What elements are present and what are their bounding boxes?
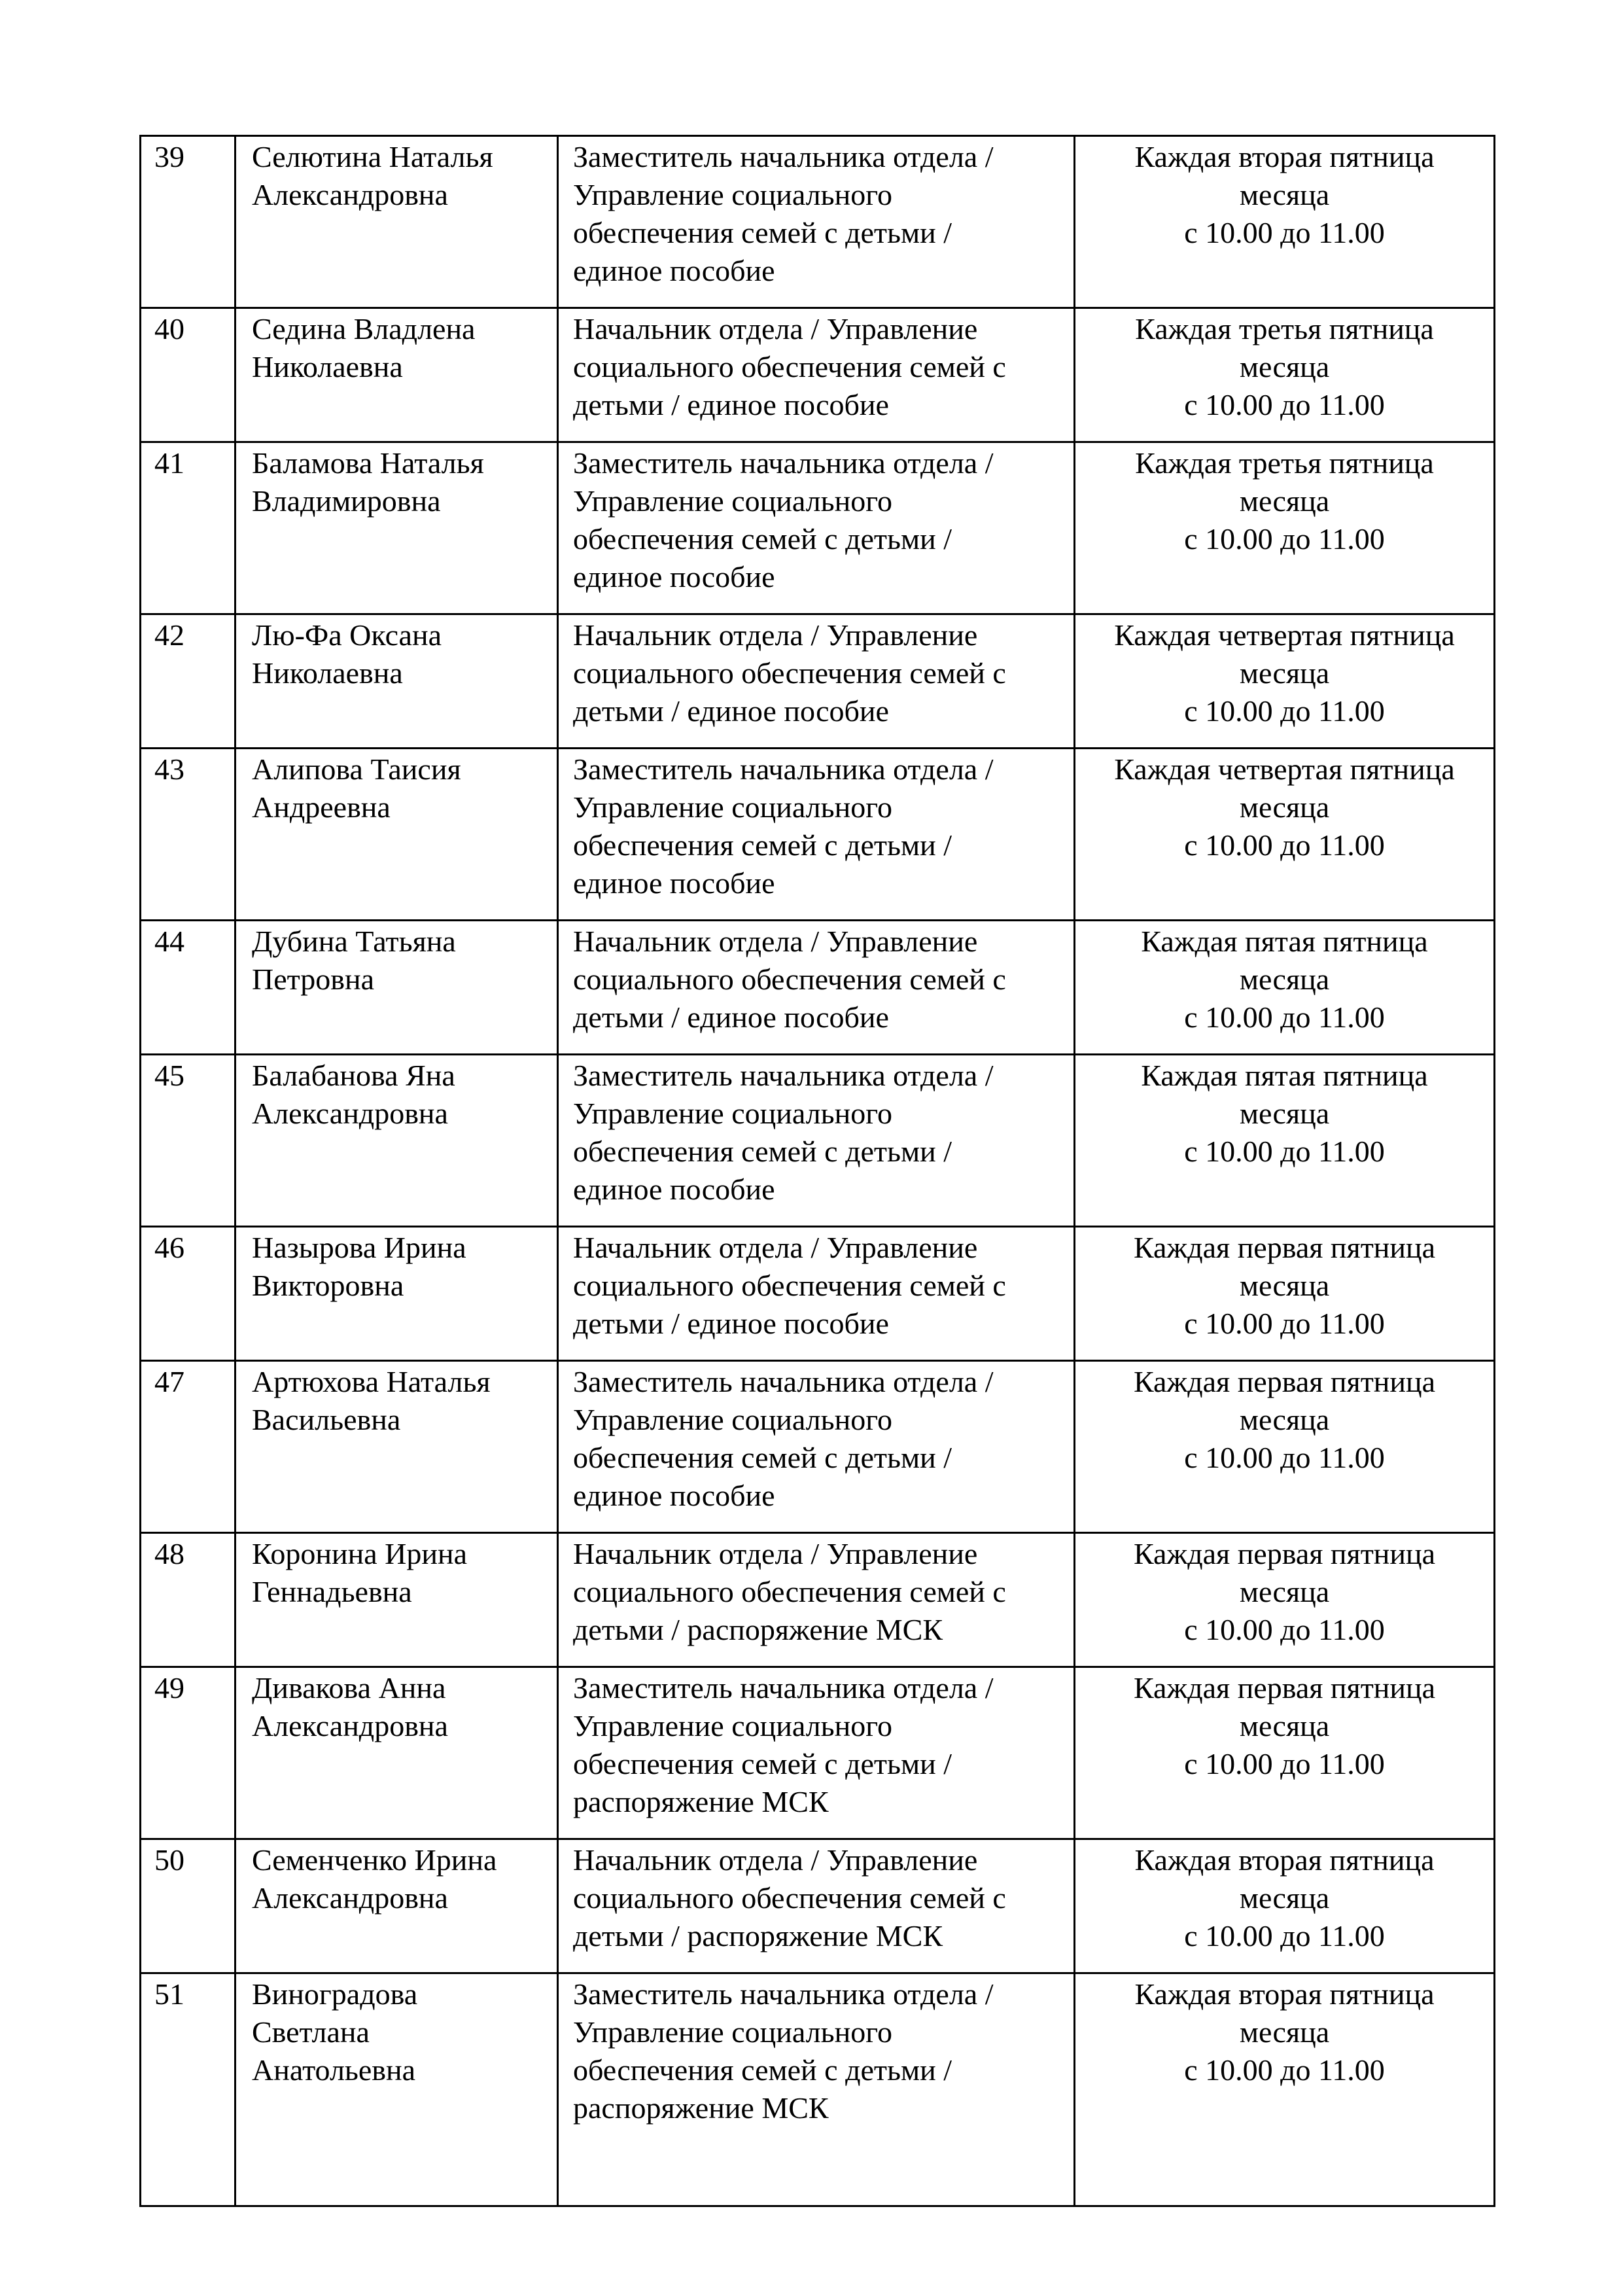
full-name-line: Геннадьевна (252, 1575, 412, 1608)
position-line: Заместитель начальника отдела / (573, 140, 994, 173)
schedule-cell (1075, 1227, 1495, 1361)
full-name-cell (236, 1227, 558, 1361)
position-line: единое пособие (573, 1173, 775, 1206)
row-number: 47 (154, 1365, 184, 1398)
schedule-cell (1075, 1973, 1495, 2206)
full-name-line: Алипова Таисия (252, 752, 461, 786)
schedule-cell (1075, 136, 1495, 308)
table-row (141, 749, 1495, 921)
full-name-line: Баламова Наталья (252, 446, 484, 480)
schedule-line: с 10.00 до 11.00 (1184, 216, 1385, 249)
full-name (236, 1534, 557, 1611)
position-text (559, 749, 1073, 902)
schedule-line: Каждая вторая пятница (1134, 1843, 1435, 1877)
schedule-line: Каждая четвертая пятница (1114, 618, 1455, 652)
full-name-line: Николаевна (252, 656, 403, 690)
position-line: обеспечения семей с детьми / (573, 1747, 952, 1780)
full-name-line: Дубина Татьяна (252, 925, 456, 958)
full-name-line: Седина Владлена (252, 312, 476, 345)
full-name-line: Андреевна (252, 790, 391, 824)
position-line: Управление социального (573, 790, 892, 824)
position-text (559, 443, 1073, 596)
full-name-line: Александровна (252, 1881, 448, 1915)
position-cell (558, 1839, 1075, 1973)
row-number-cell (141, 1227, 236, 1361)
schedule-line: с 10.00 до 11.00 (1184, 1441, 1385, 1474)
position-line: Начальник отдела / Управление (573, 618, 978, 652)
table-row (141, 308, 1495, 442)
row-number-cell (141, 1973, 236, 2206)
position-line: Управление социального (573, 178, 892, 211)
schedule-line: месяца (1239, 484, 1330, 518)
position-text (559, 1534, 1073, 1649)
position-text (559, 1055, 1073, 1209)
full-name-line: Александровна (252, 1709, 448, 1742)
schedule-text (1075, 309, 1493, 424)
table-row (141, 1839, 1495, 1973)
position-cell (558, 921, 1075, 1055)
full-name-cell (236, 1361, 558, 1533)
position-text (559, 1227, 1073, 1343)
schedule-line: с 10.00 до 11.00 (1184, 694, 1385, 728)
schedule-line: месяца (1239, 790, 1330, 824)
position-line: обеспечения семей с детьми / (573, 216, 952, 249)
schedule-text (1075, 749, 1493, 864)
schedule-line: с 10.00 до 11.00 (1184, 1307, 1385, 1340)
row-number: 45 (154, 1059, 184, 1092)
schedule-line: Каждая первая пятница (1133, 1365, 1436, 1398)
schedule-text (1075, 1974, 1493, 2089)
row-number-cell (141, 1839, 236, 1973)
row-number: 49 (154, 1671, 184, 1704)
schedule-line: Каждая третья пятница (1135, 446, 1434, 480)
position-text (559, 1974, 1073, 2127)
schedule-line: Каждая пятая пятница (1141, 925, 1428, 958)
full-name-line: Викторовна (252, 1269, 404, 1302)
schedule-line: месяца (1239, 2015, 1330, 2049)
row-number-cell (141, 749, 236, 921)
schedule-cell (1075, 749, 1495, 921)
full-name-line: Петровна (252, 963, 375, 996)
row-number: 41 (154, 446, 184, 480)
position-line: Заместитель начальника отдела / (573, 1671, 994, 1704)
position-text (559, 1668, 1073, 1821)
schedule-line: Каждая пятая пятница (1141, 1059, 1428, 1092)
row-number: 46 (154, 1231, 184, 1264)
schedule-text (1075, 1534, 1493, 1649)
schedule-text (1075, 1668, 1493, 1783)
position-cell (558, 1533, 1075, 1667)
full-name (236, 443, 557, 520)
position-text (559, 1840, 1073, 1955)
schedule-cell (1075, 614, 1495, 749)
position-line: обеспечения семей с детьми / (573, 828, 952, 862)
schedule-cell (1075, 1667, 1495, 1839)
full-name-cell (236, 1667, 558, 1839)
position-text (559, 309, 1073, 424)
position-text (559, 921, 1073, 1036)
schedule-line: Каждая первая пятница (1133, 1537, 1436, 1570)
full-name-cell (236, 921, 558, 1055)
full-name (236, 1668, 557, 1745)
full-name-cell (236, 614, 558, 749)
row-number: 43 (154, 752, 184, 786)
schedule-text (1075, 1055, 1493, 1171)
position-cell (558, 749, 1075, 921)
schedule-line: с 10.00 до 11.00 (1184, 1135, 1385, 1168)
schedule-cell (1075, 1361, 1495, 1533)
schedule-cell (1075, 1055, 1495, 1227)
position-line: единое пособие (573, 1479, 775, 1512)
row-number-cell (141, 442, 236, 614)
table-row (141, 1055, 1495, 1227)
schedule-line: Каждая вторая пятница (1134, 1977, 1435, 2011)
position-line: Управление социального (573, 1709, 892, 1742)
full-name (236, 1840, 557, 1917)
full-name (236, 1362, 557, 1439)
full-name-line: Васильевна (252, 1403, 401, 1436)
full-name-cell (236, 1055, 558, 1227)
row-number: 39 (154, 140, 184, 173)
position-line: обеспечения семей с детьми / (573, 2053, 952, 2087)
table-row (141, 1667, 1495, 1839)
position-cell (558, 136, 1075, 308)
table-row (141, 614, 1495, 749)
schedule-line: с 10.00 до 11.00 (1184, 1613, 1385, 1646)
schedule-line: месяца (1239, 350, 1330, 383)
full-name-line: Анатольевна (252, 2053, 416, 2087)
schedule-line: месяца (1239, 963, 1330, 996)
position-line: Заместитель начальника отдела / (573, 752, 994, 786)
full-name-cell (236, 1973, 558, 2206)
position-line: социального обеспечения семей с (573, 656, 1006, 690)
row-number-cell (141, 921, 236, 1055)
position-text (559, 615, 1073, 730)
schedule-line: с 10.00 до 11.00 (1184, 522, 1385, 556)
schedule-line: с 10.00 до 11.00 (1184, 828, 1385, 862)
full-name-cell (236, 136, 558, 308)
schedule-text (1075, 443, 1493, 558)
full-name-line: Светлана (252, 2015, 370, 2049)
schedule-line: месяца (1239, 1881, 1330, 1915)
full-name-line: Селютина Наталья (252, 140, 493, 173)
reception-schedule-table (139, 135, 1495, 2207)
position-line: детьми / единое пособие (573, 388, 889, 421)
table-row (141, 1973, 1495, 2206)
position-line: Управление социального (573, 1403, 892, 1436)
schedule-cell (1075, 1839, 1495, 1973)
position-line: Начальник отдела / Управление (573, 1231, 978, 1264)
position-line: социального обеспечения семей с (573, 350, 1006, 383)
full-name (236, 137, 557, 214)
position-line: Начальник отдела / Управление (573, 312, 978, 345)
schedule-line: месяца (1239, 1709, 1330, 1742)
full-name-line: Виноградова (252, 1977, 418, 2011)
full-name-line: Назырова Ирина (252, 1231, 466, 1264)
position-line: единое пособие (573, 560, 775, 593)
schedule-text (1075, 921, 1493, 1036)
schedule-line: с 10.00 до 11.00 (1184, 1000, 1385, 1034)
full-name-line: Балабанова Яна (252, 1059, 455, 1092)
schedule-line: месяца (1239, 178, 1330, 211)
position-line: детьми / распоряжение МСК (573, 1919, 943, 1952)
schedule-line: с 10.00 до 11.00 (1184, 1919, 1385, 1952)
schedule-text (1075, 1840, 1493, 1955)
schedule-line: месяца (1239, 1403, 1330, 1436)
position-line: социального обеспечения семей с (573, 1269, 1006, 1302)
row-number-cell (141, 136, 236, 308)
position-text (559, 137, 1073, 290)
full-name-cell (236, 442, 558, 614)
full-name (236, 615, 557, 692)
schedule-line: месяца (1239, 1269, 1330, 1302)
full-name-cell (236, 308, 558, 442)
full-name-cell (236, 1533, 558, 1667)
full-name-line: Дивакова Анна (252, 1671, 446, 1704)
position-line: Управление социального (573, 2015, 892, 2049)
position-cell (558, 614, 1075, 749)
full-name (236, 921, 557, 998)
schedule-cell (1075, 921, 1495, 1055)
position-line: обеспечения семей с детьми / (573, 522, 952, 556)
position-text (559, 1362, 1073, 1515)
position-line: Заместитель начальника отдела / (573, 1059, 994, 1092)
position-cell (558, 1667, 1075, 1839)
schedule-cell (1075, 308, 1495, 442)
position-line: Начальник отдела / Управление (573, 1843, 978, 1877)
position-cell (558, 442, 1075, 614)
schedule-cell (1075, 1533, 1495, 1667)
position-line: Заместитель начальника отдела / (573, 1977, 994, 2011)
position-line: обеспечения семей с детьми / (573, 1441, 952, 1474)
position-line: распоряжение МСК (573, 1785, 829, 1818)
schedule-line: с 10.00 до 11.00 (1184, 1747, 1385, 1780)
schedule-line: Каждая первая пятница (1133, 1231, 1436, 1264)
full-name (236, 1055, 557, 1133)
position-line: социального обеспечения семей с (573, 963, 1006, 996)
full-name-line: Коронина Ирина (252, 1537, 468, 1570)
table-row (141, 1361, 1495, 1533)
position-line: Управление социального (573, 1097, 892, 1130)
schedule-line: Каждая вторая пятница (1134, 140, 1435, 173)
full-name (236, 749, 557, 826)
row-number-cell (141, 308, 236, 442)
position-line: социального обеспечения семей с (573, 1881, 1006, 1915)
full-name-line: Александровна (252, 178, 448, 211)
position-line: обеспечения семей с детьми / (573, 1135, 952, 1168)
full-name-cell (236, 749, 558, 921)
position-line: детьми / единое пособие (573, 1000, 889, 1034)
table-row (141, 921, 1495, 1055)
position-line: Начальник отдела / Управление (573, 925, 978, 958)
schedule-text (1075, 615, 1493, 730)
row-number: 42 (154, 618, 184, 652)
full-name-cell (236, 1839, 558, 1973)
full-name-line: Александровна (252, 1097, 448, 1130)
full-name-line: Владимировна (252, 484, 441, 518)
full-name-line: Артюхова Наталья (252, 1365, 491, 1398)
row-number: 51 (154, 1977, 184, 2011)
row-number: 48 (154, 1537, 184, 1570)
position-line: детьми / единое пособие (573, 1307, 889, 1340)
row-number-cell (141, 1533, 236, 1667)
schedule-text (1075, 1227, 1493, 1343)
row-number-cell (141, 1361, 236, 1533)
full-name-line: Лю-Фа Оксана (252, 618, 442, 652)
position-line: Заместитель начальника отдела / (573, 1365, 994, 1398)
row-number-cell (141, 1055, 236, 1227)
full-name (236, 309, 557, 386)
row-number: 40 (154, 312, 184, 345)
position-line: Начальник отдела / Управление (573, 1537, 978, 1570)
position-line: детьми / распоряжение МСК (573, 1613, 943, 1646)
schedule-line: Каждая третья пятница (1135, 312, 1434, 345)
position-line: детьми / единое пособие (573, 694, 889, 728)
row-number: 50 (154, 1843, 184, 1877)
position-line: единое пособие (573, 866, 775, 900)
position-cell (558, 308, 1075, 442)
schedule-line: месяца (1239, 1097, 1330, 1130)
position-line: Управление социального (573, 484, 892, 518)
full-name (236, 1974, 557, 2089)
schedule-line: Каждая четвертая пятница (1114, 752, 1455, 786)
schedule-cell (1075, 442, 1495, 614)
table-body (141, 136, 1495, 2206)
position-line: Заместитель начальника отдела / (573, 446, 994, 480)
schedule-line: месяца (1239, 1575, 1330, 1608)
position-cell (558, 1973, 1075, 2206)
schedule-text (1075, 1362, 1493, 1477)
schedule-line: месяца (1239, 656, 1330, 690)
position-cell (558, 1361, 1075, 1533)
table-row (141, 136, 1495, 308)
table-row (141, 1533, 1495, 1667)
position-cell (558, 1055, 1075, 1227)
row-number: 44 (154, 925, 184, 958)
schedule-line: с 10.00 до 11.00 (1184, 388, 1385, 421)
position-line: единое пособие (573, 254, 775, 287)
schedule-line: с 10.00 до 11.00 (1184, 2053, 1385, 2087)
position-line: распоряжение МСК (573, 2091, 829, 2125)
schedule-line: Каждая первая пятница (1133, 1671, 1436, 1704)
table-row (141, 442, 1495, 614)
schedule-text (1075, 137, 1493, 252)
row-number-cell (141, 1667, 236, 1839)
full-name-line: Николаевна (252, 350, 403, 383)
position-cell (558, 1227, 1075, 1361)
full-name-line: Семенченко Ирина (252, 1843, 497, 1877)
row-number-cell (141, 614, 236, 749)
full-name (236, 1227, 557, 1305)
position-line: социального обеспечения семей с (573, 1575, 1006, 1608)
table-row (141, 1227, 1495, 1361)
